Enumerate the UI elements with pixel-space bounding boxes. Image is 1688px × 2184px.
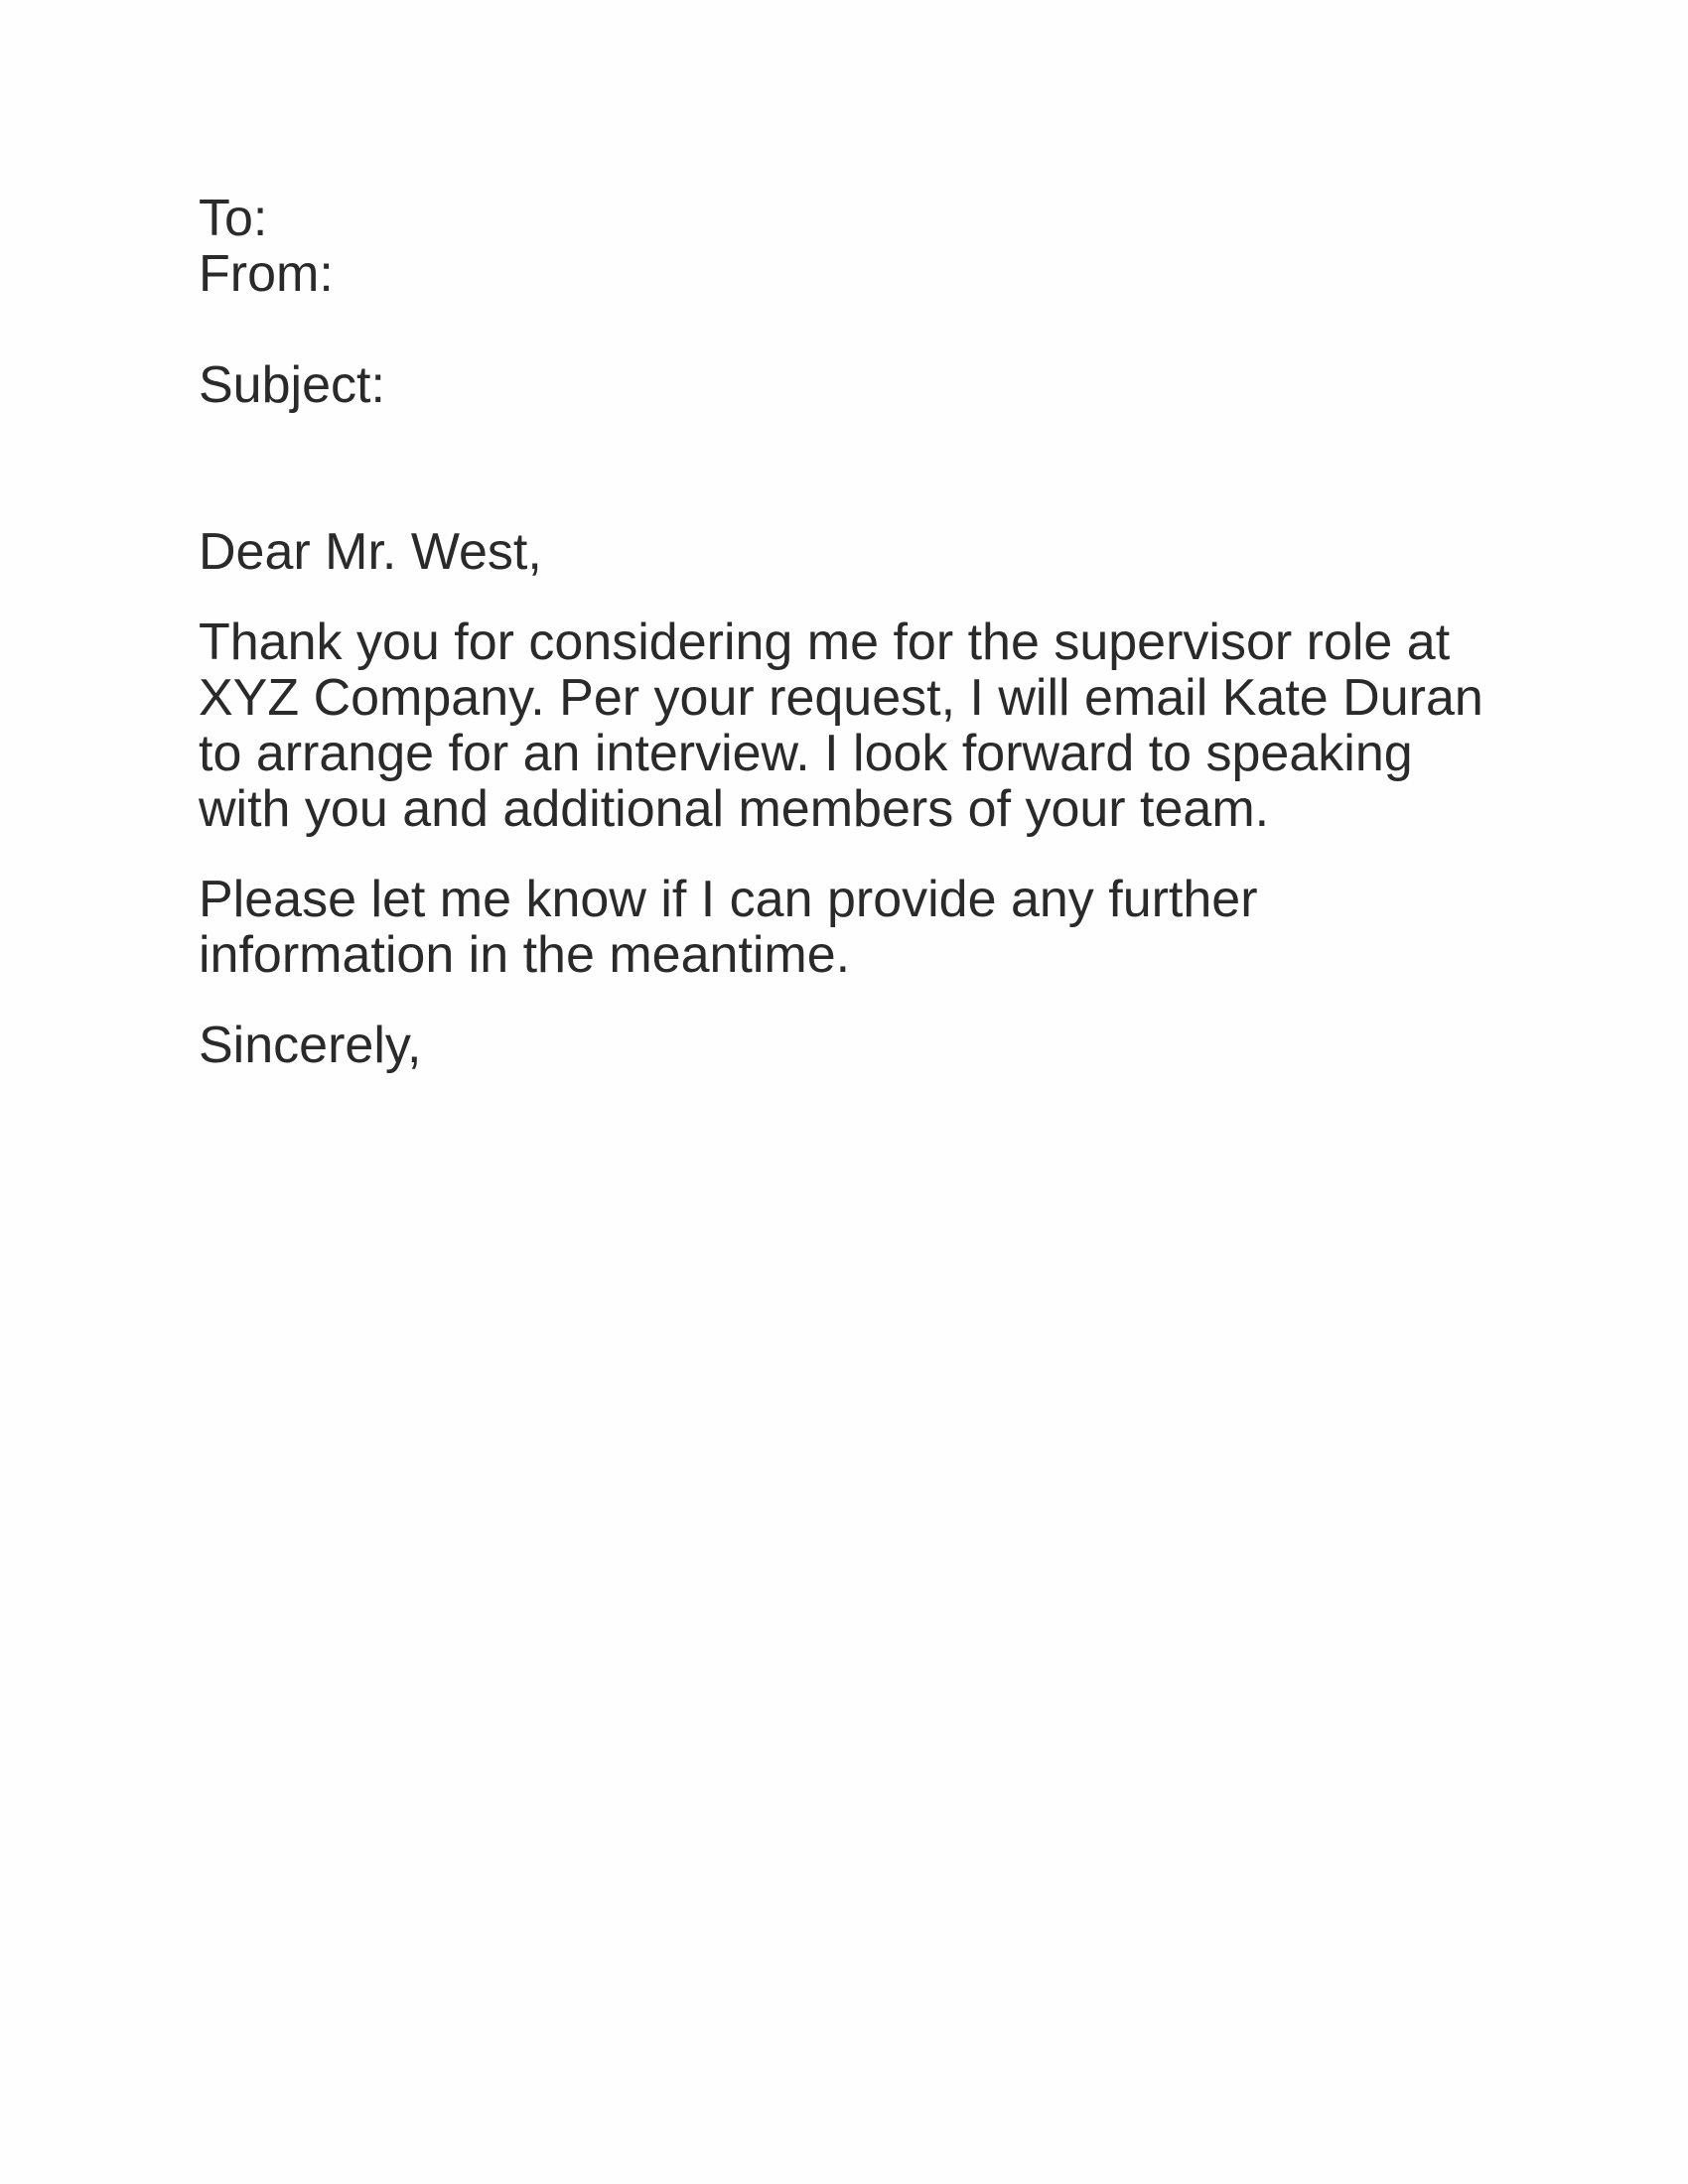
to-label: To: <box>199 190 268 247</box>
from-label: From: <box>199 245 334 303</box>
letter-body <box>199 191 1489 1073</box>
salutation: Dear Mr. West, <box>199 523 542 581</box>
closing: Sincerely, <box>199 1017 422 1074</box>
paragraph-2: Please let me know if I can provide any further information in the meantime. <box>199 871 1258 984</box>
subject-label: Subject: <box>199 356 385 414</box>
paragraph-1: Thank you for considering me for the supervisor role at XYZ Company. Per your request, I will email Kate Duran to arrange for an interview. I look forward to speaking with you and additional members of your team. <box>199 614 1483 838</box>
